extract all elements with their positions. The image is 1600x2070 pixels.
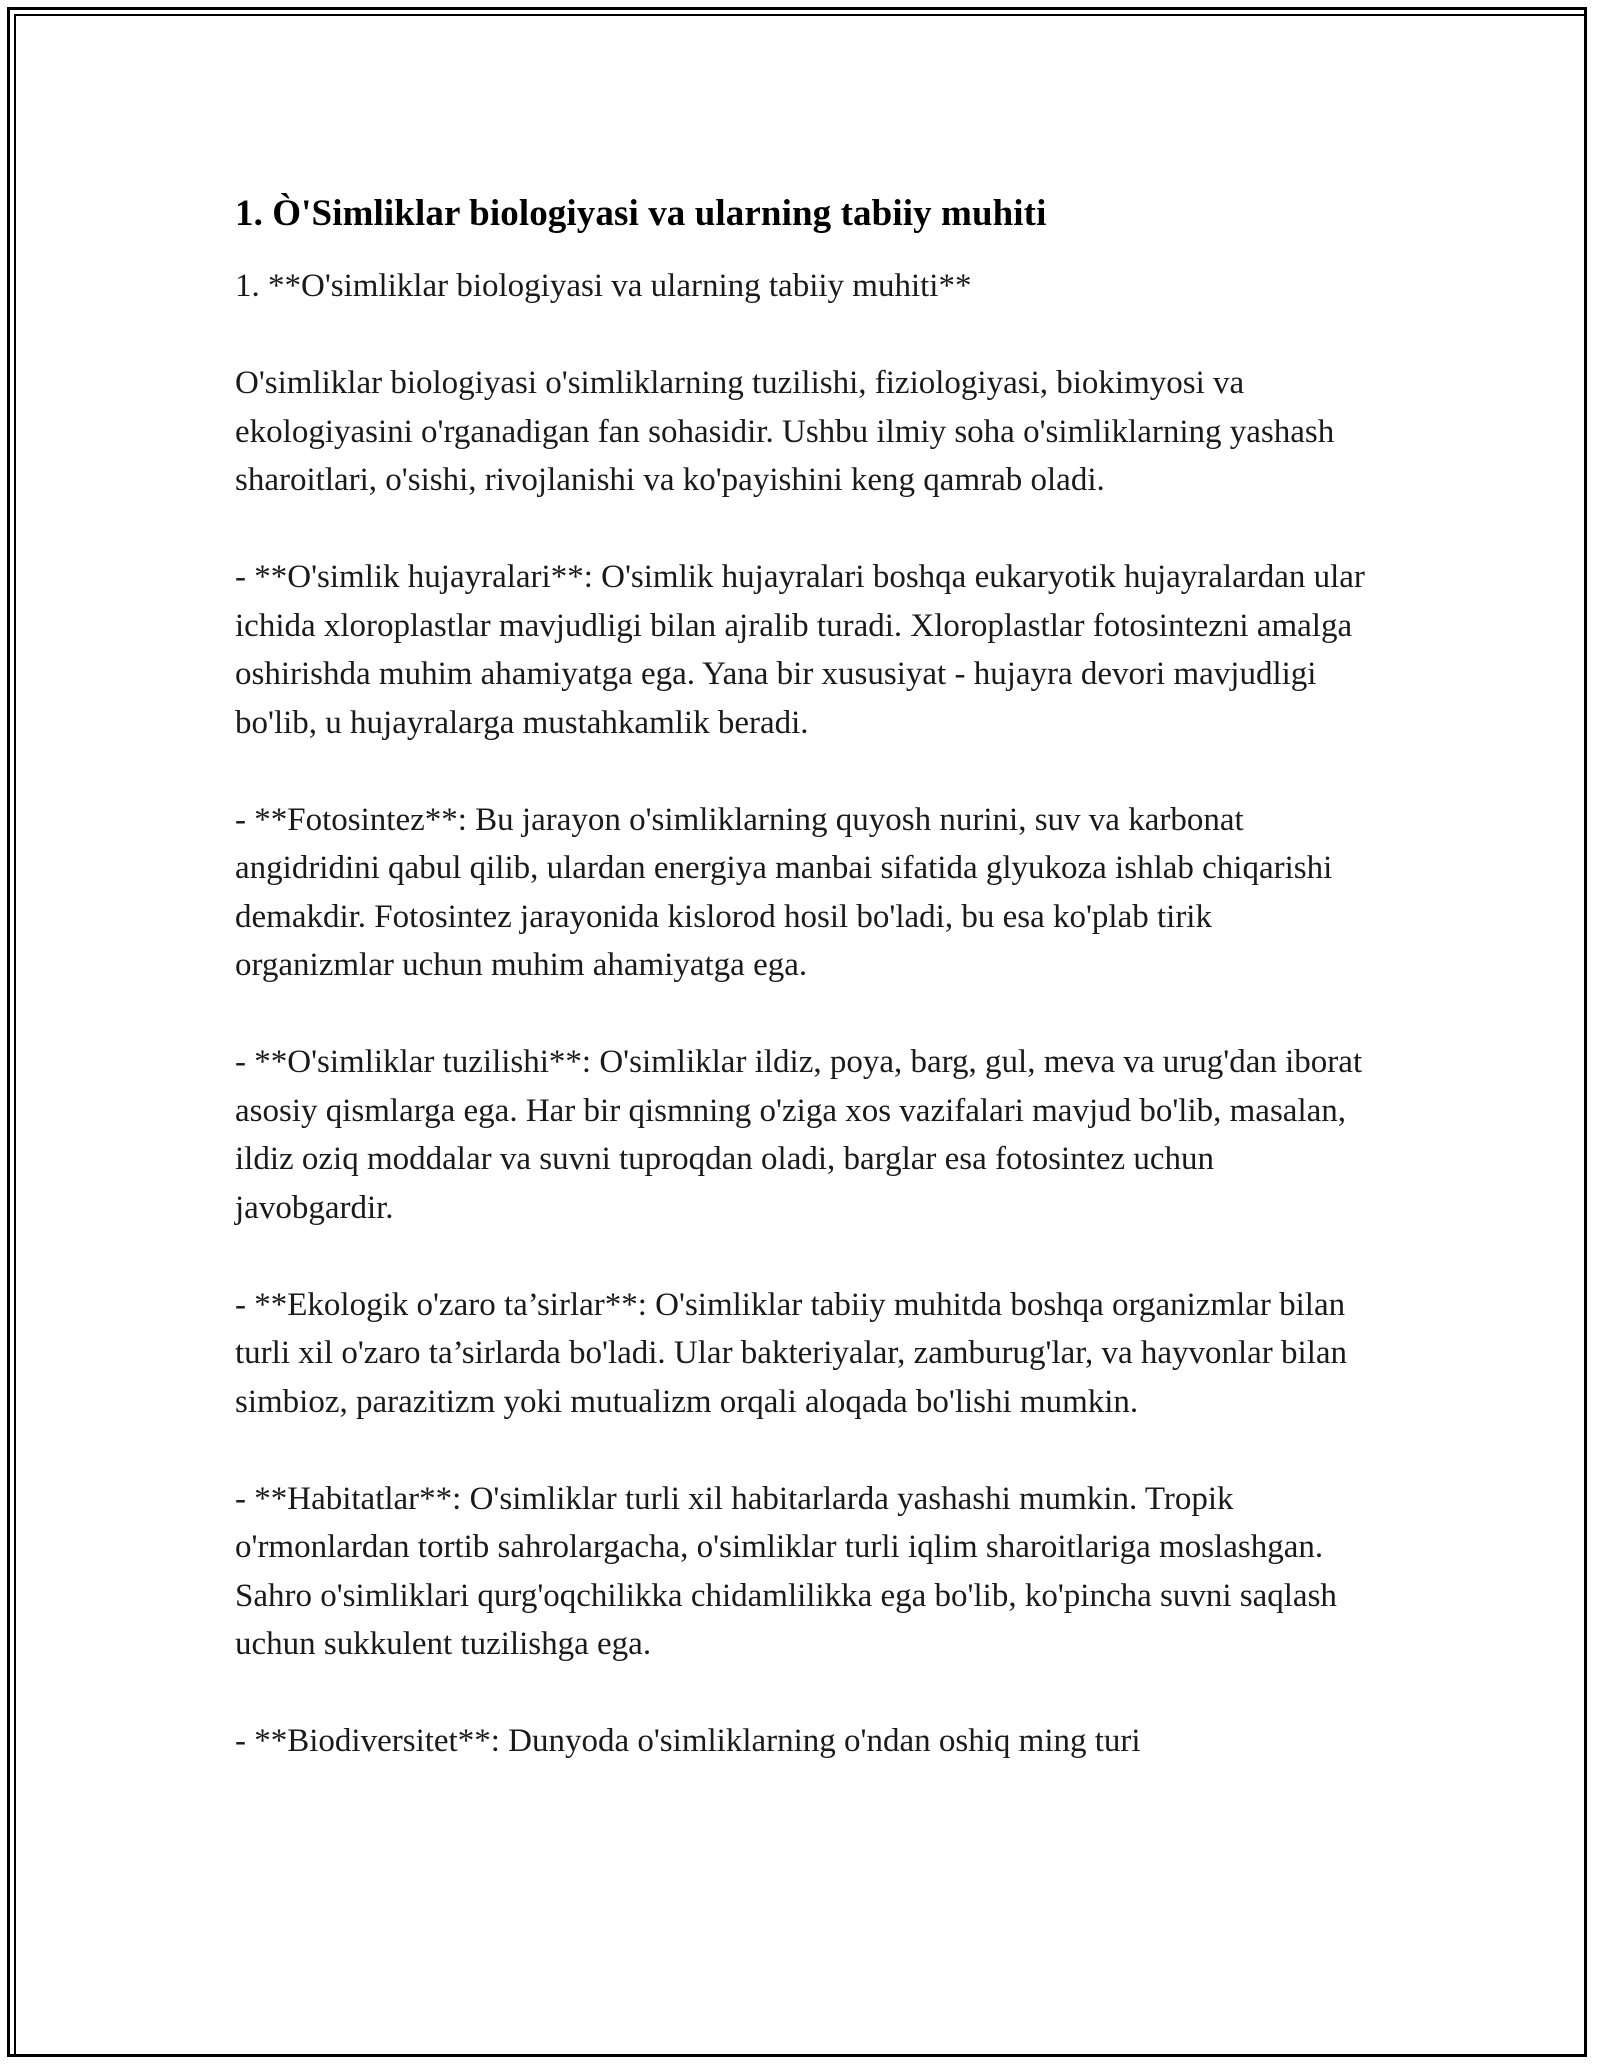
document-title: 1. Ò'Simliklar biologiyasi va ularning tabiiy muhiti	[235, 193, 1047, 234]
photosynthesis-paragraph: - **Fotosintez**: Bu jarayon o'simliklarning quyosh nurini, suv va karbonat angidridini qabul qilib, ulardan energiya manbai sifatida glyukoza ishlab chiqarishi demakdir. Fotosintez jarayonida kislorod hosil bo'ladi, bu esa ko'plab tirik organizmlar uchun muhim ahamiyatga ega.	[235, 801, 1333, 983]
plant-cells-paragraph: - **O'simlik hujayralari**: O'simlik hujayralari boshqa eukaryotik hujayralardan ular ichida xloroplastlar mavjudligi bilan ajralib turadi. Xloroplastlar fotosintezni amalga oshirishda muhim ahamiyatga ega. Yana bir xususiyat - hujayra devori mavjudligi bo'lib, u hujayralarga mustahkamlik beradi.	[235, 559, 1365, 741]
section-heading-paragraph: 1. **O'simliklar biologiyasi va ularning tabiiy muhiti**	[235, 268, 972, 304]
intro-paragraph: O'simliklar biologiyasi o'simliklarning tuzilishi, fiziologiyasi, biokimyosi va ekologiyasini o'rganadigan fan sohasidir. Ushbu ilmiy soha o'simliklarning yashash sharoitlari, o'sishi, rivojlanishi va ko'payishini keng qamrab oladi.	[235, 365, 1335, 498]
habitats-paragraph: - **Habitatlar**: O'simliklar turli xil habitarlarda yashashi mumkin. Tropik o'rmonlardan tortib sahrolargacha, o'simliklar turli iqlim sharoitlariga moslashgan. Sahro o'simliklari qurg'oqchilikka chidamlilikka ega bo'lib, ko'pincha suvni saqlash uchun sukkulent tuzilishga ega.	[235, 1480, 1337, 1662]
plant-structure-paragraph: - **O'simliklar tuzilishi**: O'simliklar ildiz, poya, barg, gul, meva va urug'dan iborat asosiy qismlarga ega. Har bir qismning o'ziga xos vazifalari mavjud bo'lib, masalan, ildiz oziq moddalar va suvni tuproqdan oladi, barglar esa fotosintez uchun javobgardir.	[235, 1044, 1363, 1226]
biodiversity-paragraph: - **Biodiversitet**: Dunyoda o'simliklarning o'ndan oshiq ming turi	[235, 1723, 1141, 1759]
ecological-interactions-paragraph: - **Ekologik o'zaro ta’sirlar**: O'simliklar tabiiy muhitda boshqa organizmlar bilan turli xil o'zaro ta’sirlarda bo'ladi. Ular bakteriyalar, zamburug'lar, va hayvonlar bilan simbioz, parazitizm yoki mutualizm orqali aloqada bo'lishi mumkin.	[235, 1286, 1348, 1420]
document-body	[235, 188, 1375, 1814]
